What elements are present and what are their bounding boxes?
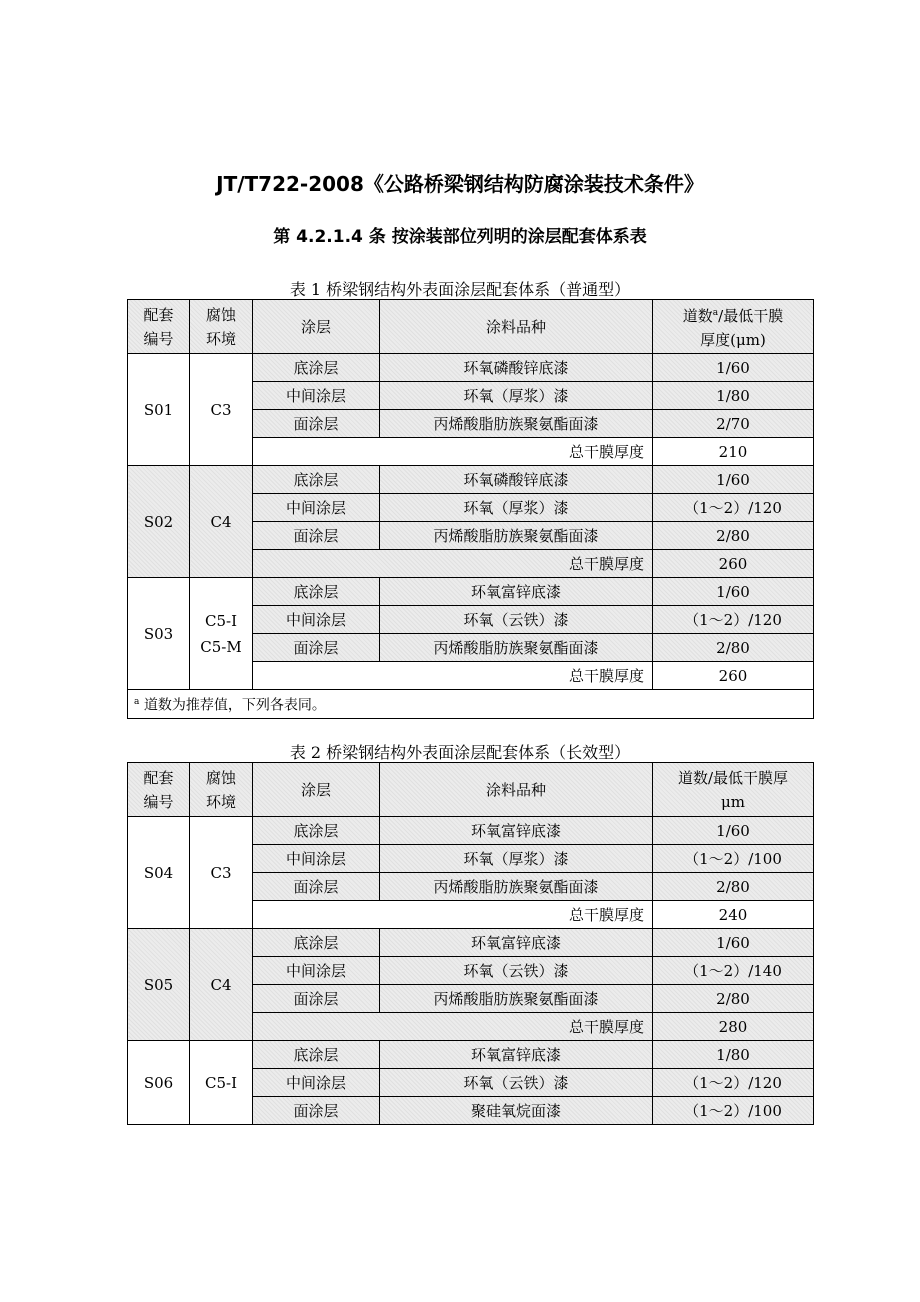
system-code-cell: S03	[128, 578, 190, 690]
paint-cell: 环氧（厚浆）漆	[380, 845, 653, 873]
footnote-marker: a	[712, 308, 719, 318]
layer-cell: 中间涂层	[253, 957, 380, 985]
layer-cell: 中间涂层	[253, 494, 380, 522]
environment-cell: C4	[190, 466, 253, 578]
table-header-row	[128, 763, 814, 817]
paint-cell: 环氧磷酸锌底漆	[380, 354, 653, 382]
header-thickness-post: /最低干膜 厚度(μm)	[700, 307, 784, 349]
layer-cell: 面涂层	[253, 873, 380, 901]
table2-coating-systems-long-life	[127, 762, 814, 1125]
system-code-cell: S06	[128, 1041, 190, 1125]
thickness-cell: （1～2）/100	[653, 845, 814, 873]
table1-caption: 表 1 桥梁钢结构外表面涂层配套体系（普通型）	[289, 280, 631, 299]
system-code-cell: S02	[128, 466, 190, 578]
layer-cell: 面涂层	[253, 985, 380, 1013]
environment-cell: C5-I	[190, 1041, 253, 1125]
table1-coating-systems-standard	[127, 299, 814, 719]
layer-cell: 中间涂层	[253, 606, 380, 634]
thickness-cell: 1/60	[653, 929, 814, 957]
paint-cell: 丙烯酸脂肪族聚氨酯面漆	[380, 985, 653, 1013]
layer-cell: 中间涂层	[253, 382, 380, 410]
environment-cell: C5-I C5-M	[190, 578, 253, 690]
header-environment: 腐蚀 环境	[190, 763, 253, 817]
header-layer: 涂层	[253, 763, 380, 817]
table-row	[128, 929, 814, 957]
layer-cell: 面涂层	[253, 522, 380, 550]
header-thickness-pre: 道数	[682, 307, 713, 325]
total-value-cell: 260	[653, 662, 814, 690]
header-thickness	[653, 300, 814, 354]
environment-cell: C4	[190, 929, 253, 1041]
paint-cell: 环氧（云铁）漆	[380, 957, 653, 985]
layer-cell: 中间涂层	[253, 845, 380, 873]
layer-cell: 底涂层	[253, 354, 380, 382]
table-row	[128, 466, 814, 494]
thickness-cell: （1～2）/100	[653, 1097, 814, 1125]
paint-cell: 丙烯酸脂肪族聚氨酯面漆	[380, 522, 653, 550]
paint-cell: 环氧（云铁）漆	[380, 1069, 653, 1097]
paint-cell: 环氧（厚浆）漆	[380, 494, 653, 522]
header-layer: 涂层	[253, 300, 380, 354]
layer-cell: 中间涂层	[253, 1069, 380, 1097]
header-paint: 涂料品种	[380, 763, 653, 817]
header-thickness: 道数/最低干膜厚 μm	[653, 763, 814, 817]
document-title: JT/T722-2008《公路桥梁钢结构防腐涂装技术条件》	[216, 172, 704, 196]
thickness-cell: 1/60	[653, 817, 814, 845]
table2-body	[128, 817, 814, 1125]
footnote-text: 道数为推荐值，下列各表同。	[139, 697, 326, 714]
total-value-cell: 210	[653, 438, 814, 466]
footnote-marker: a	[134, 697, 140, 707]
environment-cell: C3	[190, 354, 253, 466]
thickness-cell: 1/80	[653, 1041, 814, 1069]
document-subtitle: 第 4.2.1.4 条 按涂装部位列明的涂层配套体系表	[273, 227, 647, 247]
total-label-cell: 总干膜厚度	[253, 901, 653, 929]
paint-cell: 环氧富锌底漆	[380, 817, 653, 845]
thickness-cell: 2/80	[653, 985, 814, 1013]
paint-cell: 环氧富锌底漆	[380, 578, 653, 606]
thickness-cell: （1～2）/120	[653, 606, 814, 634]
paint-cell: 丙烯酸脂肪族聚氨酯面漆	[380, 634, 653, 662]
layer-cell: 底涂层	[253, 578, 380, 606]
paint-cell: 环氧磷酸锌底漆	[380, 466, 653, 494]
header-paint: 涂料品种	[380, 300, 653, 354]
total-label-cell: 总干膜厚度	[253, 1013, 653, 1041]
total-label-cell: 总干膜厚度	[253, 550, 653, 578]
table-row	[128, 354, 814, 382]
total-value-cell: 280	[653, 1013, 814, 1041]
table-row	[128, 817, 814, 845]
header-code: 配套 编号	[128, 300, 190, 354]
thickness-cell: 2/80	[653, 634, 814, 662]
environment-cell: C3	[190, 817, 253, 929]
header-code: 配套 编号	[128, 763, 190, 817]
table-row	[128, 1041, 814, 1069]
layer-cell: 底涂层	[253, 466, 380, 494]
table-row	[128, 578, 814, 606]
thickness-cell: （1～2）/120	[653, 1069, 814, 1097]
total-label-cell: 总干膜厚度	[253, 662, 653, 690]
thickness-cell: 1/60	[653, 466, 814, 494]
footnote-row	[128, 690, 814, 719]
thickness-cell: （1～2）/120	[653, 494, 814, 522]
layer-cell: 面涂层	[253, 410, 380, 438]
thickness-cell: （1～2）/140	[653, 957, 814, 985]
paint-cell: 环氧富锌底漆	[380, 929, 653, 957]
layer-cell: 底涂层	[253, 817, 380, 845]
footnote-cell	[128, 690, 814, 719]
table1-body	[128, 354, 814, 719]
paint-cell: 丙烯酸脂肪族聚氨酯面漆	[380, 410, 653, 438]
total-value-cell: 260	[653, 550, 814, 578]
paint-cell: 环氧（云铁）漆	[380, 606, 653, 634]
paint-cell: 丙烯酸脂肪族聚氨酯面漆	[380, 873, 653, 901]
paint-cell: 聚硅氧烷面漆	[380, 1097, 653, 1125]
system-code-cell: S05	[128, 929, 190, 1041]
thickness-cell: 2/80	[653, 522, 814, 550]
table-header-row	[128, 300, 814, 354]
total-value-cell: 240	[653, 901, 814, 929]
header-environment: 腐蚀 环境	[190, 300, 253, 354]
thickness-cell: 2/70	[653, 410, 814, 438]
thickness-cell: 1/80	[653, 382, 814, 410]
paint-cell: 环氧（厚浆）漆	[380, 382, 653, 410]
thickness-cell: 1/60	[653, 578, 814, 606]
layer-cell: 面涂层	[253, 634, 380, 662]
system-code-cell: S01	[128, 354, 190, 466]
layer-cell: 面涂层	[253, 1097, 380, 1125]
thickness-cell: 2/80	[653, 873, 814, 901]
table2-caption: 表 2 桥梁钢结构外表面涂层配套体系（长效型）	[289, 743, 631, 762]
system-code-cell: S04	[128, 817, 190, 929]
layer-cell: 底涂层	[253, 1041, 380, 1069]
paint-cell: 环氧富锌底漆	[380, 1041, 653, 1069]
layer-cell: 底涂层	[253, 929, 380, 957]
total-label-cell: 总干膜厚度	[253, 438, 653, 466]
thickness-cell: 1/60	[653, 354, 814, 382]
